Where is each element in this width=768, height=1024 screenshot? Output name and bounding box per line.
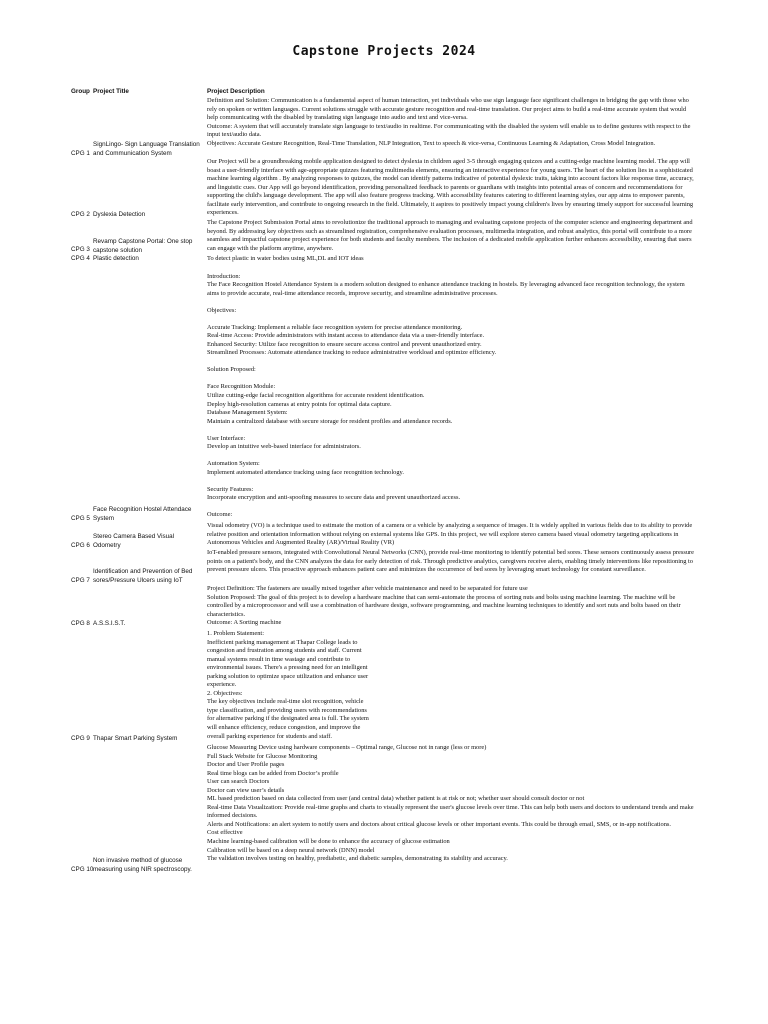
description-line: Doctor and User Profile pages	[207, 761, 285, 769]
description-line: Alerts and Notifications: an alert system to notify users and doctors about critical glucose levels or other important events. This could be through email, SMS, or in-app notifications.	[207, 820, 671, 828]
description-paragraph: The Capstone Project Submission Portal aims to revolutionize the traditional approach to managing and evaluating capstone projects of the computer science and engineering department and beyond. By addressing key objectives such as streamlined registration, comprehensive evaluation processes, multimedia integration, and robust analytics, this portal will contribute to a more seamless and impactful capstone project experience for both students and faculty members. The inclusion of a dedicated mobile application further enhances accessibility, ensuring that users can engage with the platform anytime, anywhere.	[207, 219, 693, 252]
description-paragraph: Solution Proposed: The goal of this project is to develop a hardware machine that can semi-automate the process of sorting nuts and bolts using machine learning. The machine will be controlled by a microprocessor and will use a combination of hardware design, software programming, and machine learning techniques to identify and sort nuts and bolts based on their characteristics.	[207, 593, 681, 618]
description-paragraph: Our Project will be a groundbreaking mobile application designed to detect dyslexia in children aged 3-5 through engaging quizzes and a cutting-edge machine learning model. The app will boast a user-friendly interface with age-appropriate quizzes featuring multimedia elements, ensuring an interactive experience for young users. The heart of the solution lies in a sophisticated machine learning algorithm . By analyzing responses to quizzes, the model can identify patterns indicative of potential dyslexic traits, taking into account factors like response time, accuracy, and linguistic cues. Our App will go beyond identification, providing personalized feedback to parents or guardians with insights into potential areas of concern and recommendations for supporting the child's language development. The app will also feature progress tracking. With accessibility features catering to different learning styles, our app aims to empower parents, facilitate early intervention, and contribute to ongoing research in the field. Ultimately, it aspires to positively impact young children's lives by ensuring timely support for successful learning experiences.	[207, 158, 694, 217]
description-paragraph: Incorporate encryption and anti-spoofing measures to secure data and prevent unauthorized access.	[207, 494, 461, 502]
description-line: will enhance efficiency, reduce congestion, and improve the	[207, 724, 361, 732]
description-line: Calibration will be based on a deep neural network (DNN) model	[207, 846, 375, 854]
description-cpg7	[207, 549, 695, 575]
description-line: Cost effective	[207, 829, 243, 837]
description-line: The key objectives include real-time slot recognition, vehicle	[207, 698, 364, 706]
group-cpg4: CPG 4	[71, 255, 90, 262]
description-paragraph: IoT-enabled pressure sensors, integrated with Convolutional Neural Networks (CNN), provide real-time monitoring to identify potential bed sores. These sensors continuously assess pressure points on a patient's body, and the CNN analyzes the data for early detection of risk. Through predictive analytics, caregivers receive alerts, enabling timely interventions like repositioning to prevent pressure ulcers. This proactive approach enhances patient care and minimizes the occurrence of bed sores by leveraging smart technology for constant surveillance.	[207, 549, 695, 574]
description-paragraph: Accurate Tracking: Implement a reliable face recognition system for precise attendance monitoring.	[207, 323, 463, 331]
project-title-cpg3: Revamp Capstone Portal: One stop capstone solution	[93, 238, 193, 254]
group-cpg2: CPG 2	[71, 211, 90, 218]
description-cpg9	[207, 630, 407, 741]
column-header-group: Group	[71, 88, 90, 95]
description-line: Inefficient parking management at Thapar College leads to	[207, 638, 358, 646]
description-line: environmental issues. There's a pressing need for an intelligent	[207, 664, 368, 672]
description-paragraph: Definition and Solution: Communication is a fundamental aspect of human interaction, yet individuals who use sign language face significant challenges in bridging the gap with those who rely on spoken or written languages. Current solutions struggle with accurate gesture recognition and real-time translation. Our project aims to build a real-time accurate system that would help communicating with the disabled by translating sign language into audio and text and vice-versa.	[207, 97, 689, 122]
project-title-cpg8: A.S.S.I.S.T.	[93, 620, 126, 627]
description-paragraph: Database Management System:	[207, 409, 288, 417]
project-title-cpg4: Plastic detection	[93, 255, 139, 262]
project-title-cpg2: Dyslexia Detection	[93, 211, 146, 218]
project-title-cpg9: Thapar Smart Parking System	[93, 735, 178, 742]
description-line: type classification, and providing users with recommendations	[207, 706, 367, 714]
column-header-project-title: Project Title	[93, 88, 129, 95]
description-paragraph: Objectives:	[207, 306, 237, 314]
description-line: for alternative parking if the designated area is full. The system	[207, 715, 369, 723]
description-line: The validation involves testing on healthy, prediabetic, and diabetic samples, demonstrating its stability and accuracy.	[207, 855, 508, 863]
description-paragraph: The Face Recognition Hostel Attendance System is a modern solution designed to enhance attendance tracking in hostels. By leveraging advanced face recognition technology, the system aims to provide accurate, real-time attendance records, improve security, and streamline administrative processes.	[207, 281, 685, 297]
description-line: 1. Problem Statement:	[207, 630, 264, 637]
description-paragraph: Security Features:	[207, 485, 254, 493]
description-paragraph: Outcome:	[207, 511, 233, 519]
description-cpg6	[207, 522, 695, 548]
description-paragraph: Real-time Access: Provide administrators with instant access to attendance data via a user-friendly interface.	[207, 332, 485, 340]
description-paragraph: Utilize cutting-edge facial recognition algorithms for accurate resident identification.	[207, 391, 425, 399]
description-paragraph: Introduction:	[207, 272, 241, 280]
description-cpg3	[207, 219, 695, 253]
description-paragraph: Solution Proposed:	[207, 366, 256, 374]
description-line: 2. Objectives:	[207, 689, 243, 697]
description-paragraph: Maintain a centralized database with secure storage for resident profiles and attendance records.	[207, 417, 453, 425]
description-paragraph: Automation System:	[207, 460, 260, 468]
description-line: Machine learning-based calibration will be done to enhance the accuracy of glucose estimation	[207, 838, 450, 846]
column-header-description: Project Description	[207, 88, 265, 95]
group-cpg3: CPG 3	[71, 246, 90, 253]
project-title-cpg1: SignLingo- Sign Language Translation and Communication System	[93, 141, 200, 157]
document-title: Capstone Projects 2024	[292, 44, 476, 59]
description-paragraph: To detect plastic in water bodies using ML,DL and IOT ideas	[207, 255, 364, 262]
description-line: Doctor can view user’s details	[207, 786, 285, 794]
description-paragraph: Enhanced Security: Utilize face recognition to ensure secure access control and prevent unauthorized entry.	[207, 340, 482, 348]
description-paragraph: Deploy high-resolution cameras at entry points for optimal data capture.	[207, 400, 392, 408]
description-paragraph: Develop an intuitive web-based interface for administrators.	[207, 443, 361, 451]
description-paragraph: Objectives: Accurate Gesture Recognition, Real-Time Translation, NLP Integration, Text to speech & vice-versa, Continuous Learning & Adaptation, Cross Model Integration.	[207, 139, 656, 147]
group-cpg5: CPG 5	[71, 515, 90, 522]
description-cpg5	[207, 264, 695, 520]
description-line: overall parking experience for students and staff.	[207, 732, 332, 740]
description-paragraph: User Interface:	[207, 434, 246, 442]
description-paragraph: Face Recognition Module:	[207, 383, 276, 391]
description-cpg1	[207, 97, 695, 148]
description-cpg8	[207, 585, 695, 628]
description-cpg10	[207, 744, 695, 864]
description-cpg4	[207, 255, 695, 264]
group-cpg8: CPG 8	[71, 620, 90, 627]
description-line: Real time blogs can be added from Doctor’s profile	[207, 769, 339, 777]
group-cpg6: CPG 6	[71, 542, 90, 549]
description-paragraph: Streamlined Processes: Automate attendance tracking to reduce administrative workload and optimize efficiency.	[207, 349, 497, 357]
description-line: parking solution to optimize space utilization and enhance user	[207, 672, 369, 680]
group-cpg10: CPG 10	[71, 866, 94, 873]
group-cpg1: CPG 1	[71, 150, 90, 157]
project-title-cpg10: Non invasive method of glucose measuring using NIR spectroscopy.	[93, 857, 192, 873]
group-cpg9: CPG 9	[71, 735, 90, 742]
description-paragraph: Visual odometry (VO) is a technique used to estimate the motion of a camera or a vehicle by analyzing a sequence of images. It is widely applied in various fields due to its ability to provide relative position and orientation information without relying on external systems like GPS. In this project, we will explore stereo camera based visual odometry targeting applications in Autonomous Vehicles and Augmented Reality (AR)/Virtual Reality (VR)	[207, 522, 693, 547]
project-title-cpg7: Identification and Prevention of Bed sores/Pressure Ulcers using IoT	[93, 568, 193, 584]
description-line: Glucose Measuring Device using hardware components – Optimal range, Glucose not in range (less or more)	[207, 744, 487, 751]
description-line: Real-time Data Visualization: Provide real-time graphs and charts to visually represent the user's glucose levels over time. This can help both users and doctors to understand trends and make informed decisions.	[207, 803, 694, 820]
description-paragraph: Implement automated attendance tracking using face recognition technology.	[207, 468, 404, 476]
description-line: manual systems result in time wastage and contribute to	[207, 655, 351, 663]
description-line: User can search Doctors	[207, 778, 270, 786]
description-paragraph: Outcome: A system that will accurately translate sign language to text/audio in realtime. For communicating with the disabled the system will enable us to define gestures with respect to the input text/audio data.	[207, 122, 691, 139]
description-paragraph: Project Definition: The fasteners are usually mixed together after vehicle maintenance and need to be separated for future use	[207, 585, 528, 592]
group-cpg7: CPG 7	[71, 577, 90, 584]
description-line: ML based prediction based on data collected from user (and central data) whether patient is at risk or not; whether user should consult doctor or not	[207, 795, 585, 803]
description-line: Full Stack Website for Glucose Monitoring	[207, 752, 318, 760]
description-cpg2	[207, 158, 695, 218]
description-line: congestion and frustration among students and staff. Current	[207, 647, 362, 655]
description-paragraph: Outcome: A Sorting machine	[207, 619, 282, 627]
project-title-cpg6: Stereo Camera Based Visual Odometry	[93, 533, 175, 549]
project-title-cpg5: Face Recognition Hostel Attendace System	[93, 506, 192, 522]
description-line: experience.	[207, 681, 237, 689]
